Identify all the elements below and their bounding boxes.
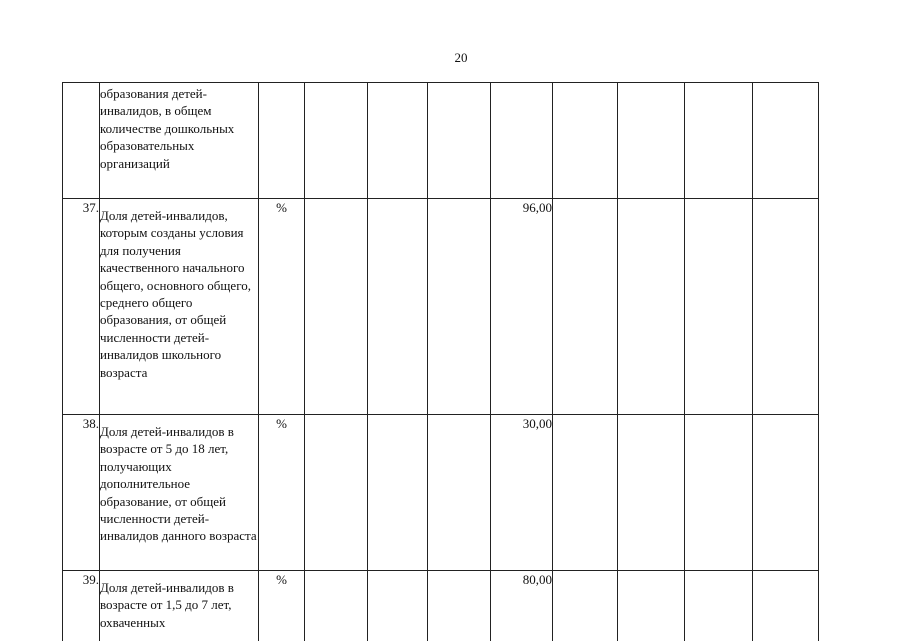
empty-cell — [428, 571, 491, 641]
table-row — [63, 415, 819, 571]
empty-cell — [368, 415, 428, 571]
indicator-name: Доля детей-инвалидов, которым созданы условия для получения качественного начального общего, основного общего, среднего общего образования, от общей численности детей-инвалидов школьного возраста — [100, 199, 259, 415]
value-cell: 96,00 — [491, 199, 553, 415]
page-number: 20 — [0, 50, 905, 66]
unit-cell: % — [259, 415, 305, 571]
value-cell: 30,00 — [491, 415, 553, 571]
unit-cell — [259, 83, 305, 199]
empty-cell — [428, 83, 491, 199]
empty-cell — [685, 199, 753, 415]
value-cell: 80,00 — [491, 571, 553, 641]
empty-cell — [753, 199, 819, 415]
empty-cell — [553, 83, 618, 199]
value-cell — [491, 83, 553, 199]
indicator-name: Доля детей-инвалидов в возрасте от 1,5 до 7 лет, охваченных — [100, 571, 259, 641]
table-row — [63, 83, 819, 199]
empty-cell — [753, 83, 819, 199]
empty-cell — [553, 415, 618, 571]
empty-cell — [305, 83, 368, 199]
empty-cell — [305, 571, 368, 641]
empty-cell — [685, 415, 753, 571]
indicator-name: Доля детей-инвалидов в возрасте от 5 до 18 лет, получающих дополнительное образование, от общей численности детей-инвалидов данного возраста — [100, 415, 259, 571]
empty-cell — [685, 83, 753, 199]
empty-cell — [618, 199, 685, 415]
empty-cell — [368, 199, 428, 415]
empty-cell — [428, 415, 491, 571]
table-row — [63, 199, 819, 415]
unit-cell: % — [259, 571, 305, 641]
table-row — [63, 571, 819, 641]
row-number: 37. — [63, 199, 100, 415]
empty-cell — [553, 199, 618, 415]
empty-cell — [618, 571, 685, 641]
empty-cell — [685, 571, 753, 641]
unit-cell: % — [259, 199, 305, 415]
empty-cell — [618, 415, 685, 571]
indicators-table — [62, 82, 819, 641]
empty-cell — [368, 571, 428, 641]
empty-cell — [553, 571, 618, 641]
empty-cell — [753, 415, 819, 571]
row-number: 38. — [63, 415, 100, 571]
indicator-name: образования детей-инвалидов, в общем количестве дошкольных образовательных организаций — [100, 83, 259, 199]
empty-cell — [428, 199, 491, 415]
row-number — [63, 83, 100, 199]
empty-cell — [368, 83, 428, 199]
empty-cell — [305, 199, 368, 415]
empty-cell — [305, 415, 368, 571]
row-number: 39. — [63, 571, 100, 641]
empty-cell — [618, 83, 685, 199]
empty-cell — [753, 571, 819, 641]
